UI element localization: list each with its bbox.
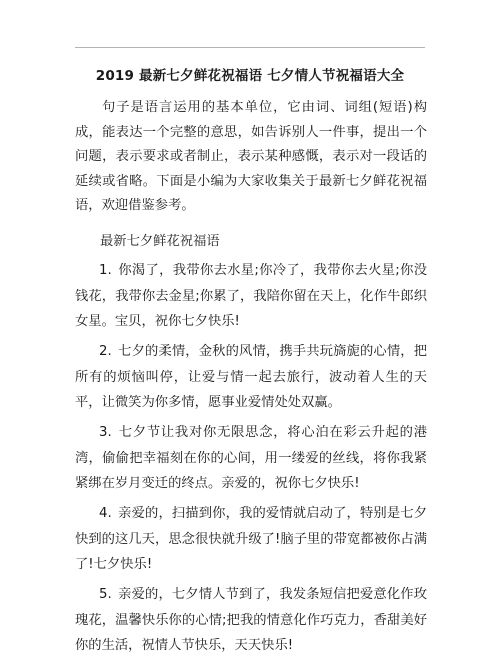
intro-paragraph: 句子是语言运用的基本单位，它由词、词组(短语)构成，能表达一个完整的意思，如告诉别人一件事，提出一个问题，表示要求或者制止，表示某种感慨，表示对一段话的延续或省略。下面是小编为大家收集关于最新七夕鲜花祝福语，欢迎借鉴参考。: [75, 100, 427, 213]
wish-number: 3.: [99, 425, 112, 440]
wish-text: 亲爱的，扫描到你，我的爱情就启动了，特别是七夕快到的这几天，思念很快就升级了!脑子里的带宽都被你占满了!七夕快乐!: [75, 506, 427, 572]
wish-text: 七夕节让我对你无限思念，将心泊在彩云升起的港湾，偷偷把幸福刻在你的心间，用一缕爱的丝线，将你我紧紧绑在岁月变迁的终点。亲爱的，祝你七夕快乐!: [75, 425, 427, 491]
wish-text: 亲爱的，七夕情人节到了，我发条短信把爱意化作玫瑰花，温馨快乐你的心情;把我的情意化作巧克力，香甜美好你的生活，祝情人节快乐，天天快乐!: [75, 587, 427, 653]
wish-item-5: [75, 582, 427, 659]
wish-item-2: [75, 339, 427, 416]
wish-item-1: [75, 258, 427, 335]
page-title: 2019 最新七夕鲜花祝福语 七夕情人节祝福语大全: [95, 68, 405, 84]
wish-number: 1.: [99, 263, 112, 278]
wish-number: 2.: [99, 344, 112, 359]
wish-item-4: [75, 501, 427, 578]
wish-number: 4.: [99, 506, 112, 521]
wish-number: 5.: [99, 587, 112, 602]
wish-item-3: [75, 420, 427, 497]
header-rule: [75, 47, 425, 48]
wish-list: [75, 258, 427, 663]
section-heading: 最新七夕鲜花祝福语: [100, 234, 220, 249]
wish-text: 七夕的柔情，金秋的风情，携手共玩旖旎的心情，把所有的烦恼叫停，让爱与情一起去旅行，波动着人生的天平，让微笑为你多情，愿事业爱情处处双赢。: [75, 344, 427, 410]
wish-text: 你渴了，我带你去水星;你冷了，我带你去火星;你没钱花，我带你去金星;你累了，我陪你留在天上，化作牛郎织女星。宝贝，祝你七夕快乐!: [75, 263, 427, 329]
